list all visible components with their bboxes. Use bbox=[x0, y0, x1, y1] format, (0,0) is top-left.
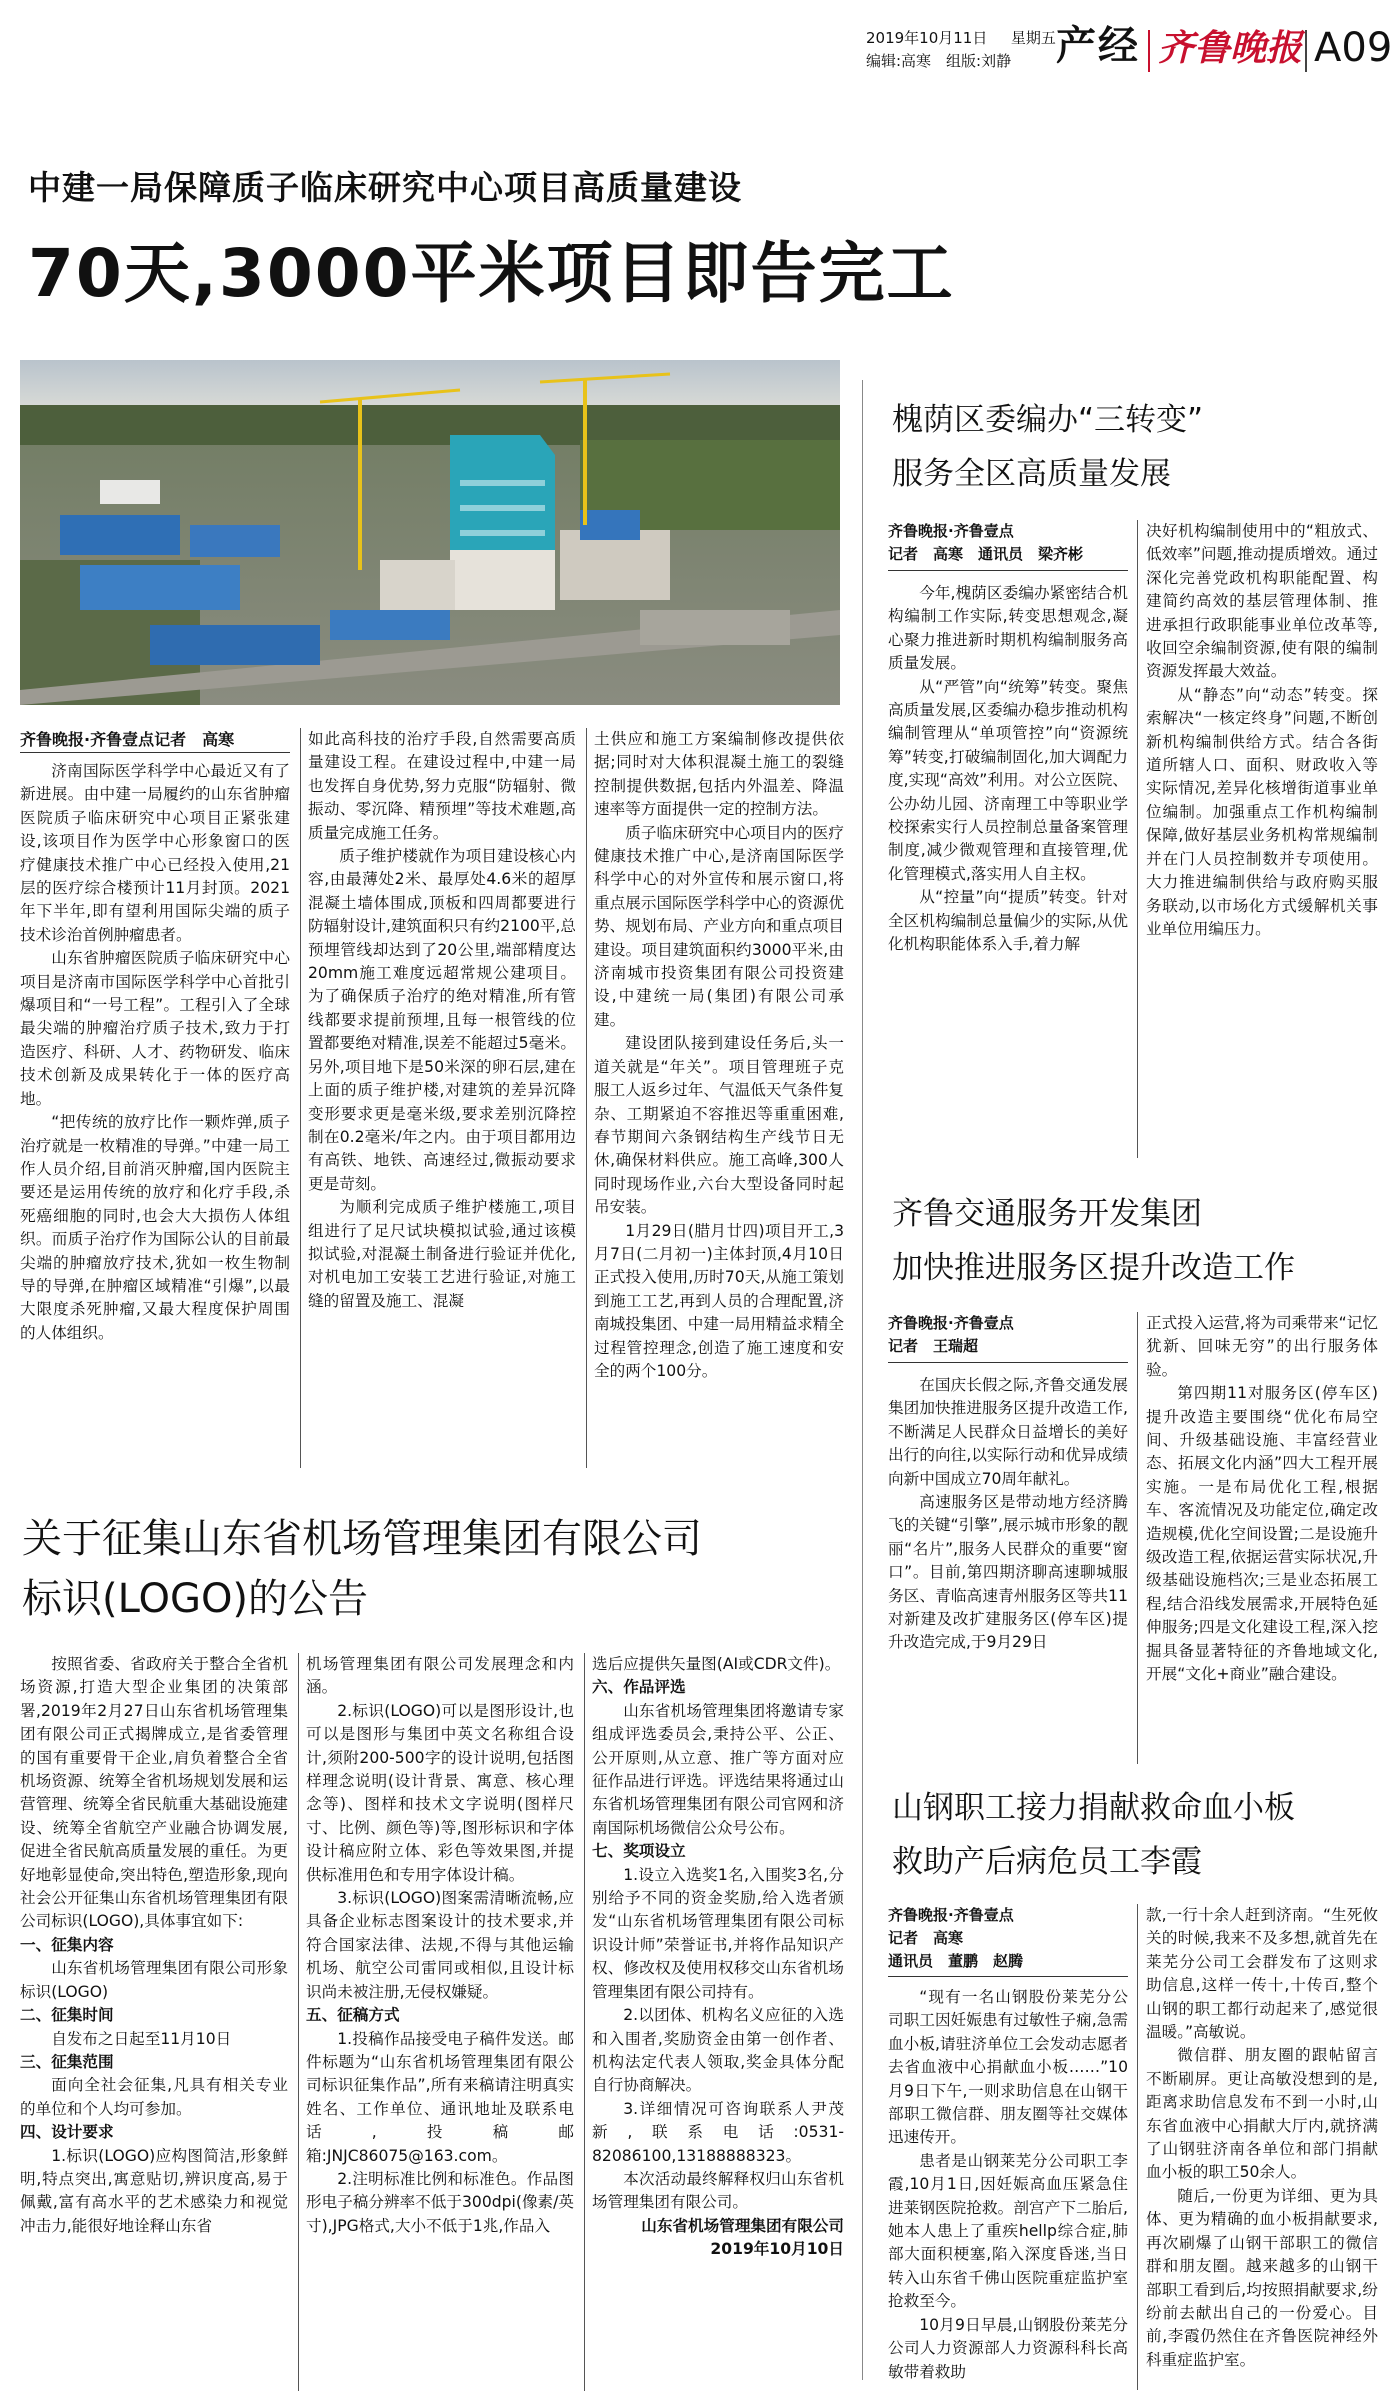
notice-signature: 山东省机场管理集团有限公司 bbox=[641, 2216, 844, 2235]
column-divider bbox=[298, 1653, 299, 2391]
notice-section-heading: 五、征稿方式 bbox=[306, 2006, 400, 2025]
notice-headline-line2: 标识(LOGO)的公告 bbox=[22, 1576, 369, 1622]
lead-byline: 齐鲁晚报·齐鲁壹点记者 高寒 bbox=[20, 730, 235, 749]
notice-paragraph: 1.标识(LOGO)应构图简洁,形象鲜明,特点突出,寓意贴切,辨识度高,易于佩戴,富有高水平的艺术感染力和视觉冲击力,能很好地诠释山东省 bbox=[20, 2146, 288, 2235]
huaiyin-byline-1: 齐鲁晚报·齐鲁壹点 bbox=[888, 522, 1014, 540]
huaiyin-headline-line1: 槐荫区委编办“三转变” bbox=[892, 402, 1204, 438]
lead-column-3 bbox=[594, 728, 844, 1468]
shangang-paragraph: 微信群、朋友圈的跟帖留言不断刷屏。更让高敏没想到的是,距离求助信息发布不到一小时,山东省血液中心捐献大厅内,就挤满了山钢驻济南各单位和部门捐献血小板的职工50余人。 bbox=[1146, 2046, 1378, 2182]
notice-paragraph: 选后应提供矢量图(AI或CDR文件)。 bbox=[592, 1655, 841, 1673]
masthead bbox=[0, 0, 1395, 85]
lead-column-1 bbox=[20, 760, 290, 1468]
column-divider bbox=[584, 1653, 585, 2391]
notice-section-heading: 六、作品评选 bbox=[592, 1678, 686, 1697]
notice-paragraph: 机场管理集团有限公司发展理念和内涵。 bbox=[306, 1655, 574, 1697]
lead-headline: 70天,3000平米项目即告完工 bbox=[28, 235, 955, 312]
shangang-paragraph: 随后,一份更为详细、更为具体、更为精确的血小板捐献要求,再次刷爆了山钢干部职工的微信群和朋友圈。越来越多的山钢干部职工看到后,均按照捐献要求,纷纷前去献出自己的一份爱心。目前,李霞仍然住在齐鲁医院神经外科重症监护室。 bbox=[1146, 2186, 1378, 2369]
shangang-byline-3: 通讯员 董鹏 赵腾 bbox=[888, 1952, 1024, 1970]
lead-column-2 bbox=[308, 728, 576, 1468]
huaiyin-column-1 bbox=[888, 582, 1128, 1158]
notice-paragraph: 2.标识(LOGO)可以是图形设计,也可以是图形与集团中英文名称组合设计,须附200-500字的设计说明,包括图样理念说明(设计背景、寓意、核心理念等)、图样和技术文字说明(图样尺寸、比例、颜色等)等,图形标识和字体设计稿应附立体、彩色等效果图,并提供标准用色和专用字体设计稿。 bbox=[306, 1701, 574, 1884]
column-divider bbox=[586, 728, 587, 1468]
notice-section-heading: 二、征集时间 bbox=[20, 2006, 114, 2025]
page-number: A09 bbox=[1314, 25, 1393, 71]
jiaotong-headline-line1: 齐鲁交通服务开发集团 bbox=[892, 1196, 1202, 1232]
lead-paragraph: 质子维护楼就作为项目建设核心内容,由最薄处2米、最厚处4.6米的超厚混凝土墙体围成,顶板和四周都要进行防辐射设计,建筑面积只有约2100平,总预埋管线却达到了20公里,端部精度达20mm施工难度远超常规公建项目。为了确保质子治疗的绝对精准,所有管线都要求提前预埋,且每一根管线的位置都要绝对精准,误差不能超过5毫米。另外,项目地下是50米深的卵石层,建在上面的质子维护楼,对建筑的差异沉降变形要求更是毫米级,要求差别沉降控制在0.2毫米/年之内。由于项目都用边有高铁、地铁、高速经过,微振动要求更是苛刻。 bbox=[308, 847, 576, 1193]
notice-paragraph: 面向全社会征集,凡具有相关专业的单位和个人均可参加。 bbox=[20, 2076, 288, 2118]
lead-paragraph: 1月29日(腊月廿四)项目开工,3月7日(二月初一)主体封顶,4月10日正式投入使用,历时70天,从施工策划到施工工艺,再到人员的合理配置,济南城投集团、中建一局用精益求精全过程管控理念,创造了施工速度和安全的两个100分。 bbox=[594, 1221, 844, 1380]
huaiyin-paragraph: 今年,槐荫区委编办紧密结合机构编制工作实际,转变思想观念,凝心聚力推进新时期机构编制服务高质量发展。 bbox=[888, 584, 1128, 673]
huaiyin-paragraph: 从“严管”向“统筹”转变。聚焦高质量发展,区委编办稳步推动机构编制管理从“单项管控”向“资源统筹”转变,打破编制固化,加大调配力度,实现“高效”利用。对公立医院、公办幼儿园、济南理工中等职业学校探索实行人员控制总量备案管理制度,减少微观管理和直接管理,优化管理模式,落实用人自主权。 bbox=[888, 677, 1128, 883]
huaiyin-byline-2: 记者 高寒 通讯员 梁齐彬 bbox=[888, 545, 1084, 563]
divider-bar-2 bbox=[1305, 30, 1307, 72]
lead-byline-rule bbox=[20, 752, 290, 753]
notice-paragraph: 自发布之日起至11月10日 bbox=[51, 2029, 232, 2048]
shangang-headline-line1: 山钢职工接力捐献救命血小板 bbox=[892, 1790, 1295, 1826]
notice-section-heading: 三、征集范围 bbox=[20, 2052, 114, 2071]
notice-column-2 bbox=[306, 1653, 574, 2391]
notice-date: 2019年10月10日 bbox=[710, 2240, 844, 2259]
shangang-column-2 bbox=[1146, 1904, 1378, 2390]
huaiyin-byline-rule bbox=[888, 570, 1128, 571]
lead-paragraph: 山东省肿瘤医院质子临床研究中心项目是济南市国际医学科学中心首批引爆项目和“一号工程”。工程引入了全球最尖端的肿瘤治疗质子技术,致力于打造医疗、科研、人才、药物研发、临床技术创新及成果转化于一体的医疗高地。 bbox=[20, 949, 290, 1108]
notice-paragraph: 1.投稿作品接受电子稿件发送。邮件标题为“山东省机场管理集团有限公司标识征集作品”,所有来稿请注明真实姓名、工作单位、通讯地址及联系电话,投稿邮箱:JNJC86075@163.com。 bbox=[306, 2029, 574, 2165]
shangang-headline-line2: 救助产后病危员工李霞 bbox=[892, 1844, 1202, 1880]
notice-column-1 bbox=[20, 1653, 288, 2391]
jiaotong-paragraph: 第四期11对服务区(停车区)提升改造主要围绕“优化布局空间、升级基础设施、丰富经营业态、拓展文化内涵”四大工程开展实施。一是布局优化工程,根据车、客流情况及功能定位,确定改造规模,优化空间设置;二是设施升级改造工程,依据运营实际状况,升级基础设施档次;三是业态拓展工程,结合沿线发展需求,开展特色延伸服务;四是文化建设工程,深入挖掘具备显著特征的齐鲁地域文化,开展“文化+商业”融合建设。 bbox=[1146, 1384, 1378, 1684]
column-divider bbox=[1137, 1904, 1138, 2390]
lead-paragraph: 如此高科技的治疗手段,自然需要高质量建设工程。在建设过程中,中建一局也发挥自身优势,努力克服“防辐射、微振动、零沉降、精预埋”等技术难题,高质量完成施工任务。 bbox=[308, 730, 576, 842]
huaiyin-headline-line2: 服务全区高质量发展 bbox=[892, 456, 1171, 492]
jiaotong-headline-line2: 加快推进服务区提升改造工作 bbox=[892, 1250, 1295, 1286]
jiaotong-paragraph: 高速服务区是带动地方经济腾飞的关键“引擎”,展示城市形象的靓丽“名片”,服务人民群众的重要“窗口”。目前,第四期济聊高速聊城服务区、青临高速青州服务区等共11对新建及改扩建服务区(停车区)提升改造完成,于9月29日 bbox=[888, 1493, 1128, 1652]
notice-section-heading: 一、征集内容 bbox=[20, 1935, 114, 1954]
lead-paragraph: 建设团队接到建设任务后,头一道关就是“年关”。项目管理班子克服工人返乡过年、气温低天气条件复杂、工期紧迫不容推迟等重重困难,春节期间六条钢结构生产线节日无休,确保材料供应。施工高峰,300人同时现场作业,六台大型设备同时起吊安装。 bbox=[594, 1034, 844, 1217]
notice-section-heading: 七、奖项设立 bbox=[592, 1842, 686, 1861]
shangang-paragraph: 10月9日早晨,山钢股份莱芜分公司人力资源部人力资源科科长高敏带着救助 bbox=[888, 2315, 1128, 2381]
huaiyin-paragraph: 从“控量”向“提质”转变。针对全区机构编制总量偏少的实际,从优化机构职能体系入手,着力解 bbox=[888, 888, 1128, 954]
jiaotong-byline-2: 记者 王瑞超 bbox=[888, 1337, 979, 1355]
aerial-photo-illustration bbox=[20, 360, 840, 705]
shangang-byline-2: 记者 高寒 bbox=[888, 1929, 964, 1947]
divider-bar bbox=[1148, 30, 1150, 72]
notice-column-3 bbox=[592, 1653, 844, 2391]
lead-kicker: 中建一局保障质子临床研究中心项目高质量建设 bbox=[28, 168, 742, 207]
notice-paragraph: 本次活动最终解释权归山东省机场管理集团有限公司。 bbox=[592, 2169, 844, 2212]
huaiyin-paragraph: 从“静态”向“动态”转变。探索解决“一核定终身”问题,不断创新机构编制供给方式。结合各街道所辖人口、面积、财政收入等实际情况,差异化核增街道事业单位编制。加强重点工作机构编制保障,做好基层业务机构常规编制并在门人员控制数并专项使用。大力推进编制供给与政府购买服务联动,以市场化方式缓解机关事业单位用编压力。 bbox=[1146, 685, 1378, 938]
lead-paragraph: “把传统的放疗比作一颗炸弹,质子治疗就是一枚精准的导弹。”中建一局工作人员介绍,目前消灭肿瘤,国内医院主要还是运用传统的放疗和化疗手段,杀死癌细胞的同时,也会大大损伤人体组织。而质子治疗作为国际公认的目前最尖端的肿瘤放疗技术,犹如一枚生物制导的导弹,在肿瘤区域精准“引爆”,以最大限度杀死肿瘤,又最大程度保护周围的人体组织。 bbox=[20, 1113, 290, 1342]
shangang-paragraph: 款,一行十余人赶到济南。“生死攸关的时候,我来不及多想,就首先在莱芜分公司工会群发布了这则求助信息,这样一传十,十传百,整个山钢的职工都行动起来了,感觉很温暖。”高敏说。 bbox=[1146, 1906, 1378, 2042]
lead-paragraph: 土供应和施工方案编制修改提供依据;同时对大体积混凝土施工的裂缝控制提供数据,包括内外温差、降温速率等方面提供一定的控制方法。 bbox=[594, 730, 844, 819]
construction-site-photo bbox=[20, 360, 840, 705]
shangang-column-1 bbox=[888, 1986, 1128, 2390]
huaiyin-paragraph: 决好机构编制使用中的“粗放式、低效率”问题,推动提质增效。通过深化完善党政机构职能配置、构建简约高效的基层管理体制、推进承担行政职能事业单位改革等,收回空余编制资源,使有限的编制资源发挥最大效益。 bbox=[1146, 522, 1378, 681]
notice-paragraph: 山东省机场管理集团有限公司形象标识(LOGO) bbox=[20, 1959, 288, 2001]
jiaotong-byline-1: 齐鲁晚报·齐鲁壹点 bbox=[888, 1314, 1014, 1332]
shangang-byline-1: 齐鲁晚报·齐鲁壹点 bbox=[888, 1906, 1014, 1924]
notice-section-heading: 四、设计要求 bbox=[20, 2123, 114, 2142]
jiaotong-byline-rule bbox=[888, 1362, 1128, 1363]
section-name: 产经 bbox=[1056, 23, 1140, 69]
shangang-paragraph: 患者是山钢莱芜分公司职工李霞,10月1日,因妊娠高血压紧急住进莱钢医院抢救。剖宫产下二胎后,她本人患上了重疾hellp综合症,肺部大面积梗塞,陷入深度昏迷,当日转入山东省千佛山医院重症监护室抢救至今。 bbox=[888, 2151, 1128, 2311]
notice-paragraph: 山东省机场管理集团将邀请专家组成评选委员会,秉持公平、公正、公开原则,从立意、推广等方面对应征作品进行评选。评选结果将通过山东省机场管理集团有限公司官网和济南国际机场微信公众号公布。 bbox=[592, 1701, 844, 1837]
page-column-divider bbox=[862, 380, 863, 2380]
notice-paragraph: 3.标识(LOGO)图案需清晰流畅,应具备企业标志图案设计的技术要求,并符合国家法律、法规,不得与其他运输机场、航空公司雷同或相似,且设计标识尚未被注册,无侵权嫌疑。 bbox=[306, 1889, 574, 2001]
notice-paragraph: 2.注明标准比例和标准色。作品图形电子稿分辨率不低于300dpi(像素/英寸),JPG格式,大小不低于1兆,作品入 bbox=[306, 2169, 574, 2235]
shangang-byline-rule bbox=[888, 1976, 1128, 1977]
brand-logo: 齐鲁晚报 bbox=[1158, 27, 1303, 69]
notice-paragraph: 按照省委、省政府关于整合全省机场资源,打造大型企业集团的决策部署,2019年2月27日山东省机场管理集团有限公司正式揭牌成立,是省委管理的国有重要骨干企业,肩负着整合全省机场资源、统筹全省机场规划发展和运营管理、统筹全省民航重大基础设施建设、统筹全省航空产业融合协调发展,促进全省民航高质量发展的重任。为更好地彰显使命,突出特色,塑造形象,现向社会公开征集山东省机场管理集团有限公司标识(LOGO),具体事宜如下: bbox=[20, 1655, 288, 1931]
notice-paragraph: 2.以团体、机构名义应征的入选和入围者,奖励资金由第一创作者、机构法定代表人领取,奖金具体分配自行协商解决。 bbox=[592, 2006, 844, 2095]
jiaotong-paragraph: 正式投入运营,将为司乘带来“记忆犹新、回味无穷”的出行服务体验。 bbox=[1146, 1314, 1378, 1379]
jiaotong-paragraph: 在国庆长假之际,齐鲁交通发展集团加快推进服务区提升改造工作,不断满足人民群众日益增长的美好出行的向往,以实际行动和优异成绩向新中国成立70周年献礼。 bbox=[888, 1376, 1128, 1488]
issue-date: 2019年10月11日 bbox=[866, 29, 988, 47]
lead-paragraph: 济南国际医学科学中心最近又有了新进展。由中建一局履约的山东省肿瘤医院质子临床研究中心项目正紧张建设,该项目作为医学中心形象窗口的医疗健康技术推广中心已经投入使用,21层的医疗综合楼预计11月封顶。2021年下半年,即有望利用国际尖端的质子技术诊治首例肿瘤患者。 bbox=[20, 762, 290, 944]
column-divider bbox=[1137, 520, 1138, 1158]
column-divider bbox=[300, 728, 301, 1468]
notice-paragraph: 1.设立入选奖1名,入围奖3名,分别给予不同的资金奖励,给入选者颁发“山东省机场管理集团有限公司标识设计师”荣誉证书,并将作品知识产权、修改权及使用权移交山东省机场管理集团有限公司持有。 bbox=[592, 1865, 844, 2001]
column-divider bbox=[1137, 1312, 1138, 1764]
jiaotong-column-2 bbox=[1146, 1312, 1378, 1764]
shangang-paragraph: “现有一名山钢股份莱芜分公司职工因妊娠患有过敏性子痫,急需血小板,请驻济单位工会发动志愿者去省血液中心捐献血小板……”10月9日下午,一则求助信息在山钢干部职工微信群、朋友圈等社交媒体迅速传开。 bbox=[888, 1988, 1128, 2147]
lead-paragraph: 为顺利完成质子维护楼施工,项目组进行了足尺试块模拟试验,通过该模拟试验,对混凝土制备进行验证并优化,对机电加工安装工艺进行验证,对施工缝的留置及施工、混凝 bbox=[308, 1198, 576, 1310]
editor-credits: 编辑:高寒 组版:刘静 bbox=[866, 52, 1012, 70]
lead-paragraph: 质子临床研究中心项目内的医疗健康技术推广中心,是济南国际医学科学中心的对外宣传和展示窗口,将重点展示国际医学科学中心的资源优势、规划布局、产业方向和重点项目建设。项目建筑面积约3000平米,由济南城市投资集团有限公司投资建设,中建统一局(集团)有限公司承建。 bbox=[594, 823, 844, 1029]
huaiyin-column-2 bbox=[1146, 520, 1378, 1158]
jiaotong-column-1 bbox=[888, 1374, 1128, 1764]
issue-weekday: 星期五 bbox=[1010, 29, 1056, 47]
notice-headline-line1: 关于征集山东省机场管理集团有限公司 bbox=[22, 1516, 702, 1562]
notice-paragraph: 3.详细情况可咨询联系人尹茂新,联系电话:0531-82086100,13188888323。 bbox=[592, 2099, 844, 2165]
